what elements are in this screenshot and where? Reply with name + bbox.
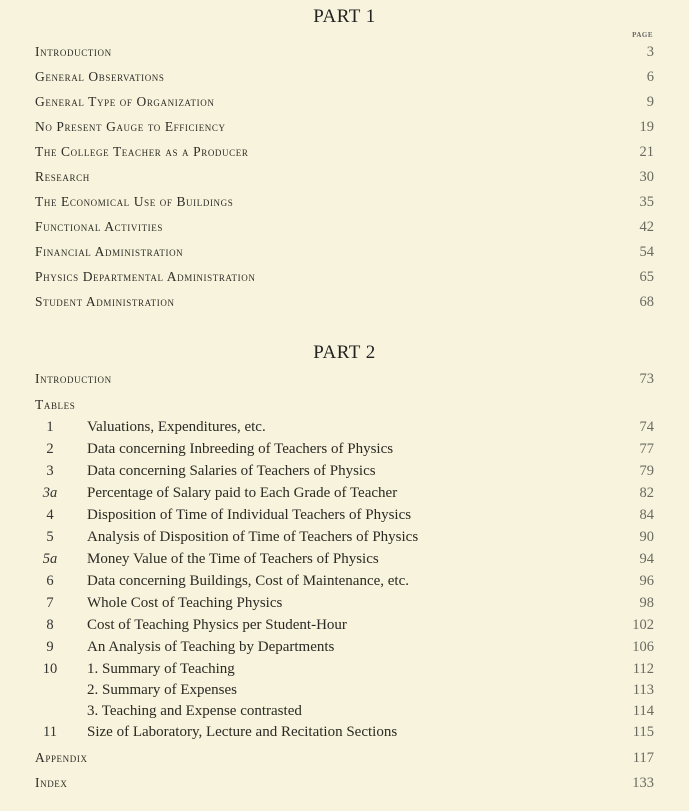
toc-entry[interactable]	[35, 166, 654, 188]
toc-entry-page: 9	[646, 94, 654, 110]
toc-entry-page: 117	[632, 750, 654, 766]
table-number: 10	[42, 661, 58, 677]
table-number: 2	[46, 441, 54, 457]
table-title: Data concerning Buildings, Cost of Maintenance, etc.	[87, 573, 409, 589]
table-page: 114	[632, 703, 654, 719]
toc-entry-title: Financial Administration	[35, 244, 184, 259]
table-page: 90	[639, 529, 654, 545]
toc-entry-title: The Economical Use of Buildings	[35, 194, 234, 209]
table-entry[interactable]	[35, 679, 654, 701]
table-title: Analysis of Disposition of Time of Teachers of Physics	[87, 529, 419, 545]
table-page: 98	[639, 595, 654, 611]
table-page: 115	[632, 724, 654, 740]
table-number: 5	[46, 529, 54, 545]
table-title: 2. Summary of Expenses	[87, 682, 237, 698]
toc-entry-page: 19	[639, 119, 654, 135]
toc-entry[interactable]	[35, 66, 654, 88]
table-number: 1	[46, 419, 54, 435]
toc-entry-page: 65	[639, 269, 654, 285]
table-page: 94	[639, 551, 654, 567]
table-title: Whole Cost of Teaching Physics	[87, 595, 283, 611]
table-page: 102	[632, 617, 654, 633]
table-entry[interactable]	[35, 614, 654, 636]
toc-entry-title: Physics Departmental Administration	[35, 269, 256, 284]
table-number: 8	[46, 617, 54, 633]
table-title: Data concerning Salaries of Teachers of Physics	[87, 463, 376, 479]
toc-entry-introduction[interactable]	[35, 368, 654, 390]
table-entry[interactable]	[35, 700, 654, 722]
table-entry[interactable]	[35, 416, 654, 438]
page-column-label: PAGE	[632, 31, 653, 39]
toc-entry[interactable]	[35, 141, 654, 163]
toc-entry[interactable]	[35, 91, 654, 113]
toc-entry[interactable]	[35, 266, 654, 288]
toc-entry-index[interactable]	[35, 772, 654, 794]
toc-entry-title: Research	[35, 169, 90, 184]
table-number: 11	[43, 724, 57, 740]
table-number: 5a	[42, 551, 58, 567]
part-1-heading: PART 1	[313, 6, 376, 27]
table-entry[interactable]	[35, 504, 654, 526]
toc-entry-title: Functional Activities	[35, 219, 163, 234]
table-title: 3. Teaching and Expense contrasted	[87, 703, 302, 719]
table-page: 113	[632, 682, 654, 698]
table-entry[interactable]	[35, 658, 654, 680]
toc-entry-title: Appendix	[35, 750, 88, 765]
toc-entry-page: 42	[639, 219, 654, 235]
part-2-heading: PART 2	[313, 342, 376, 363]
table-title: Disposition of Time of Individual Teachers of Physics	[87, 507, 412, 523]
toc-entry-appendix[interactable]	[35, 747, 654, 769]
toc-entry-page: 54	[639, 244, 654, 260]
toc-entry-title: No Present Gauge to Efficiency	[35, 119, 226, 134]
table-number: 7	[46, 595, 54, 611]
table-title: Data concerning Inbreeding of Teachers of Physics	[87, 441, 394, 457]
table-page: 106	[632, 639, 654, 655]
toc-entry[interactable]	[35, 291, 654, 313]
table-number: 3a	[42, 485, 58, 501]
table-entry[interactable]	[35, 721, 654, 743]
table-title: Valuations, Expenditures, etc.	[87, 419, 266, 435]
table-page: 84	[639, 507, 654, 523]
toc-entry-page: 3	[646, 44, 654, 60]
table-page: 77	[639, 441, 654, 457]
toc-entry-title: General Observations	[35, 69, 165, 84]
table-page: 79	[639, 463, 654, 479]
table-entry[interactable]	[35, 592, 654, 614]
toc-entry-title: Index	[35, 775, 68, 790]
toc-entry-page: 21	[639, 144, 654, 160]
toc-entry[interactable]	[35, 241, 654, 263]
toc-entry-page: 35	[639, 194, 654, 210]
tables-heading-row	[35, 394, 654, 416]
table-title: Size of Laboratory, Lecture and Recitation Sections	[87, 724, 398, 740]
toc-entry[interactable]	[35, 216, 654, 238]
toc-entry-page: 68	[639, 294, 654, 310]
toc-entry-page: 6	[646, 69, 654, 85]
table-page: 74	[639, 419, 654, 435]
table-entry[interactable]	[35, 482, 654, 504]
table-title: Money Value of the Time of Teachers of Physics	[87, 551, 379, 567]
toc-entry[interactable]	[35, 41, 654, 63]
toc-entry-title: Introduction	[35, 371, 112, 386]
toc-entry[interactable]	[35, 191, 654, 213]
toc-entry-page: 133	[632, 775, 654, 791]
table-entry[interactable]	[35, 636, 654, 658]
table-entry[interactable]	[35, 438, 654, 460]
toc-entry-title: Introduction	[35, 44, 112, 59]
toc-entry[interactable]	[35, 116, 654, 138]
table-entry[interactable]	[35, 570, 654, 592]
table-page: 82	[639, 485, 654, 501]
toc-entry-page: 73	[639, 371, 654, 387]
table-entry[interactable]	[35, 548, 654, 570]
tables-heading: Tables	[35, 397, 76, 412]
table-page: 96	[639, 573, 654, 589]
toc-entry-title: The College Teacher as a Producer	[35, 144, 249, 159]
toc-entry-title: Student Administration	[35, 294, 175, 309]
toc-entry-page: 30	[639, 169, 654, 185]
table-number: 6	[46, 573, 54, 589]
table-entry[interactable]	[35, 460, 654, 482]
table-page: 112	[632, 661, 654, 677]
table-entry[interactable]	[35, 526, 654, 548]
table-number: 4	[46, 507, 54, 523]
table-title: 1. Summary of Teaching	[87, 661, 235, 677]
toc-entry-title: General Type of Organization	[35, 94, 215, 109]
table-title: Percentage of Salary paid to Each Grade of Teacher	[87, 485, 398, 501]
table-title: An Analysis of Teaching by Departments	[87, 639, 335, 655]
table-number: 9	[46, 639, 54, 655]
table-title: Cost of Teaching Physics per Student-Hour	[87, 617, 347, 633]
table-number: 3	[46, 463, 54, 479]
